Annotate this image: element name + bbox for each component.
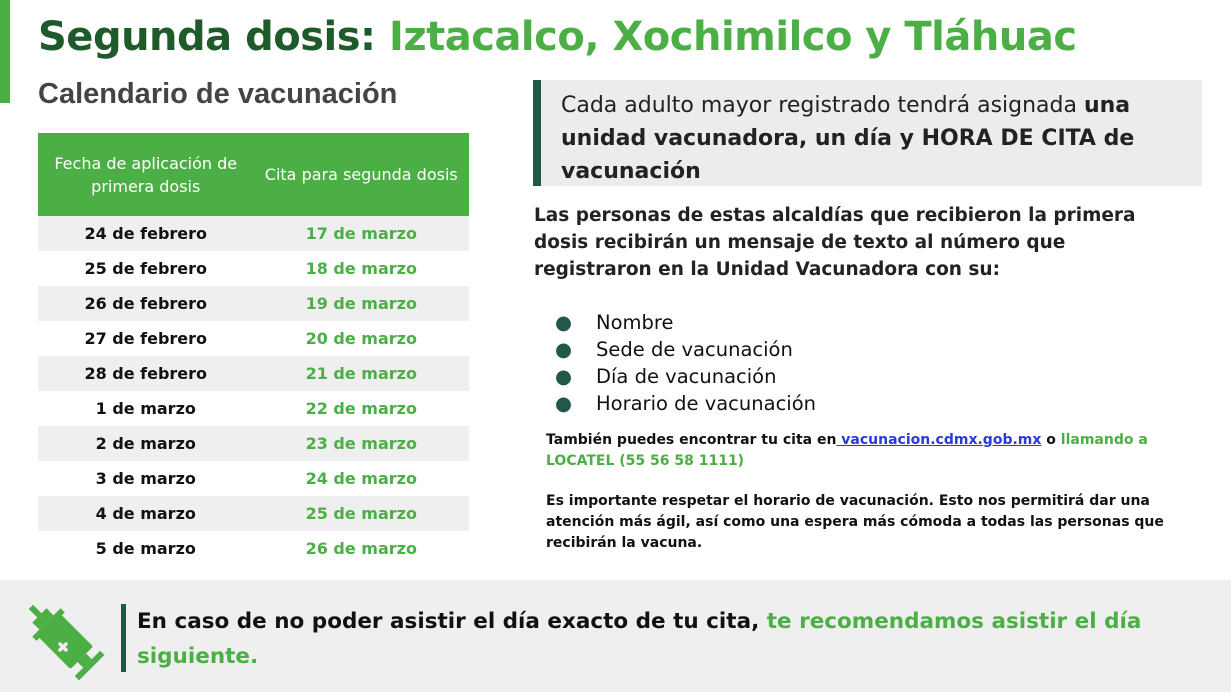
list-item [555, 390, 816, 417]
accent-bar [0, 0, 10, 103]
second-dose-date: 24 de marzo [305, 469, 417, 488]
second-dose-date: 21 de marzo [305, 364, 417, 383]
second-dose-date: 19 de marzo [305, 294, 417, 313]
title-prefix: Segunda dosis: [38, 14, 376, 60]
list-item-label: Horario de vacunación [596, 392, 817, 415]
list-item [555, 336, 816, 363]
first-dose-date: 2 de marzo [95, 434, 196, 453]
bullet-icon: ● [555, 392, 573, 415]
schedule-table [38, 133, 469, 566]
second-dose-date: 20 de marzo [305, 329, 417, 348]
list-item [555, 309, 816, 336]
footer-text: En caso de no poder asistir el día exacto de tu cita, [137, 609, 767, 634]
first-dose-date: 24 de febrero [84, 224, 208, 243]
info-list [555, 309, 816, 417]
bullet-icon: ● [555, 365, 573, 388]
vaccination-link[interactable]: vacunacion.cdmx.gob.mx [836, 432, 1042, 448]
page-title [38, 14, 1077, 60]
first-dose-date: 28 de febrero [84, 364, 208, 383]
bullet-icon: ● [555, 311, 573, 334]
first-dose-date: 1 de marzo [95, 399, 196, 418]
table-row [38, 286, 469, 321]
first-dose-date: 3 de marzo [95, 469, 196, 488]
second-dose-date: 26 de marzo [305, 539, 417, 558]
first-dose-date: 5 de marzo [95, 539, 196, 558]
first-dose-date: 27 de febrero [84, 329, 208, 348]
list-item-label: Día de vacunación [596, 365, 777, 388]
second-dose-date: 17 de marzo [305, 224, 417, 243]
second-dose-date: 23 de marzo [305, 434, 417, 453]
list-item-label: Sede de vacunación [596, 338, 793, 361]
table-row [38, 216, 469, 251]
first-dose-date: 4 de marzo [95, 504, 196, 523]
table-row [38, 531, 469, 566]
bullet-icon: ● [555, 338, 573, 361]
header-first-dose: Fecha de aplicación de primera dosis [54, 153, 238, 196]
table-row [38, 391, 469, 426]
first-dose-date: 25 de febrero [84, 259, 208, 278]
table-row [38, 356, 469, 391]
table-row [38, 426, 469, 461]
footer-message [137, 604, 1231, 674]
page-subtitle: Calendario de vacunación [38, 78, 398, 110]
second-dose-date: 18 de marzo [305, 259, 417, 278]
info-text [546, 430, 1166, 472]
footer-divider [121, 604, 126, 672]
table-row [38, 496, 469, 531]
syringe-icon [16, 592, 108, 684]
callout-bold: una unidad vacunadora, un día y HORA DE CITA de vacunación [561, 93, 1135, 184]
table-row [38, 321, 469, 356]
info-lead: También puedes encontrar tu cita en [546, 432, 837, 448]
first-dose-date: 26 de febrero [84, 294, 208, 313]
info-or: o [1041, 432, 1061, 448]
callout-box [533, 80, 1202, 186]
footer-recommendation: te recomendamos asistir el día siguiente. [137, 609, 1142, 669]
list-item-label: Nombre [596, 311, 674, 334]
locatel-text: llamando a LOCATEL (55 56 58 1111) [546, 432, 1148, 469]
callout-text: Cada adulto mayor registrado tendrá asignada [561, 93, 1084, 118]
list-item [555, 363, 816, 390]
table-row [38, 461, 469, 496]
title-places: Iztacalco, Xochimilco y Tláhuac [388, 14, 1077, 60]
table-row [38, 251, 469, 286]
header-second-dose: Cita para segunda dosis [264, 165, 458, 184]
second-dose-date: 25 de marzo [305, 504, 417, 523]
table-header [38, 133, 469, 216]
schedule-note: Es importante respetar el horario de vacunación. Esto nos permitirá dar una atención más ágil, así como una espera más cómoda a todas las personas que recibirán la vacuna. [546, 493, 1164, 551]
sms-paragraph: Las personas de estas alcaldías que recibieron la primera dosis recibirán un mensaje de texto al número que registraron en la Unidad Vacunadora con su: [534, 205, 1136, 280]
second-dose-date: 22 de marzo [305, 399, 417, 418]
